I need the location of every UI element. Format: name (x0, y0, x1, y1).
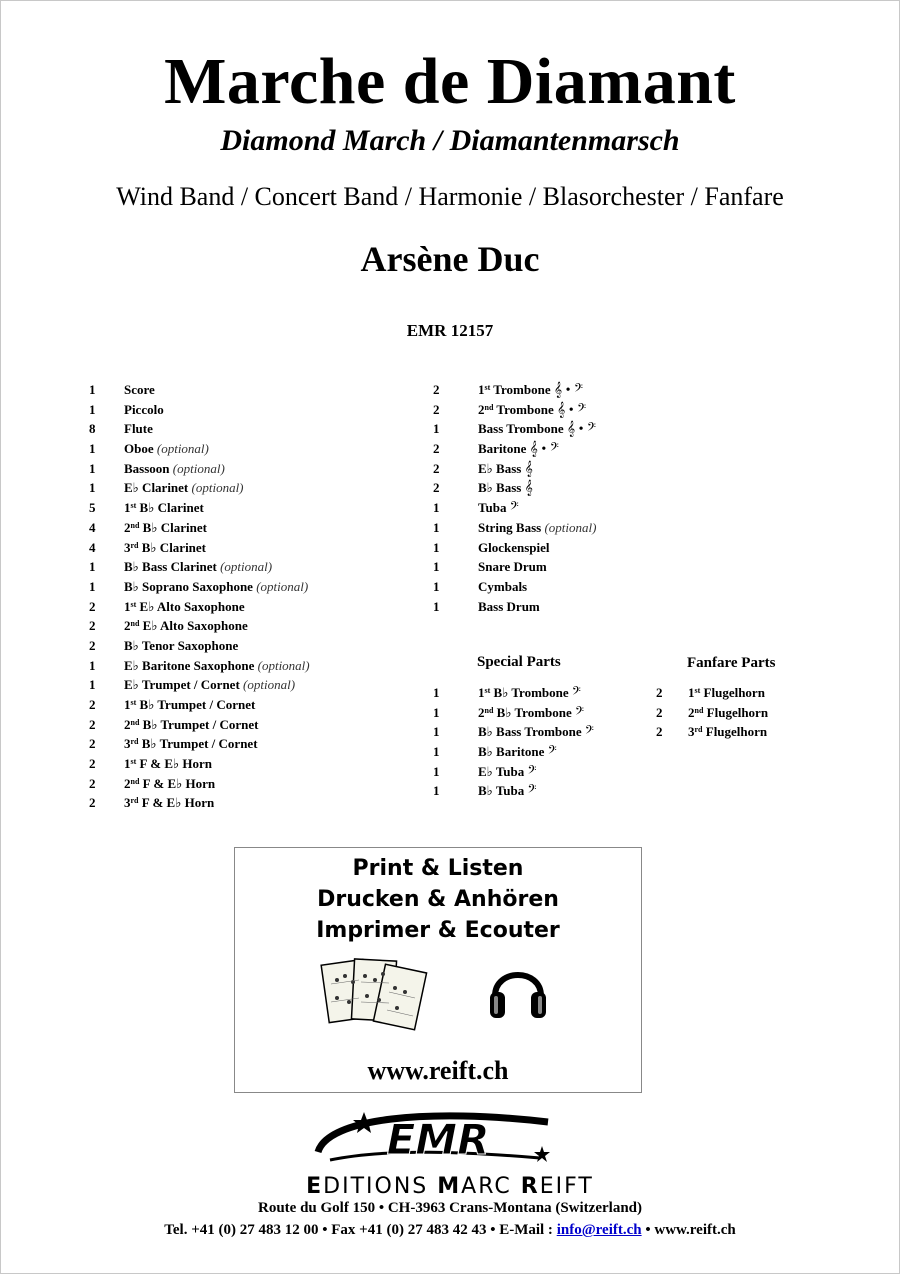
part-name: B♭ Bass 𝄞 (478, 480, 533, 497)
part-row (433, 703, 653, 723)
part-row (433, 498, 653, 518)
part-row (433, 762, 653, 782)
part-name: E♭ Bass 𝄞 (478, 460, 533, 477)
part-name: 1st E♭ Alto Saxophone (124, 598, 245, 614)
part-name: 2nd B♭ Trumpet / Cornet (124, 716, 259, 732)
part-row (433, 557, 653, 577)
part-name: 2nd B♭ Clarinet (124, 519, 207, 535)
part-row (433, 538, 653, 558)
part-quantity: 2 (433, 382, 440, 397)
part-row (89, 656, 389, 676)
part-row (89, 419, 389, 439)
part-row (433, 400, 653, 420)
headphones-icon (487, 958, 549, 1024)
part-row (89, 675, 389, 695)
part-row (89, 439, 389, 459)
composer: Arsène Duc (360, 239, 540, 279)
part-quantity: 1 (89, 657, 96, 673)
part-quantity: 1 (89, 480, 96, 496)
part-name: B♭ Baritone 𝄢 (478, 744, 557, 761)
part-quantity: 2 (89, 598, 96, 614)
part-row (433, 459, 653, 479)
part-row (433, 742, 653, 762)
part-name: 1st F & E♭ Horn (124, 756, 212, 772)
part-name: Bass Drum (478, 598, 540, 614)
promo-line-french: Imprimer & Ecouter (316, 918, 560, 943)
part-name: 1st B♭ Trumpet / Cornet (124, 697, 256, 712)
part-row (433, 683, 653, 703)
part-row (433, 577, 653, 597)
part-quantity: 1 (433, 685, 440, 700)
sheet-music-icon (319, 956, 431, 1038)
publisher-contact: Tel. +41 (0) 27 483 12 00 • Fax +41 (0) 27 483 42 43 • E-Mail : info@reift.ch • www.reift.ch (164, 1222, 736, 1238)
part-name: 1st Flugelhorn (688, 685, 765, 700)
fanfare-parts-list (656, 683, 816, 742)
part-quantity: 1 (89, 441, 96, 457)
part-name: B♭ Bass Trombone 𝄢 (478, 724, 594, 741)
part-name: Flute (124, 421, 153, 437)
part-row (89, 695, 389, 715)
email-link[interactable]: info@reift.ch (556, 1222, 642, 1238)
part-row (89, 538, 389, 558)
publisher-address: Route du Golf 150 • CH-3963 Crans-Montana (Switzerland) (258, 1200, 642, 1216)
promo-line-german: Drucken & Anhören (317, 887, 559, 912)
part-row (89, 715, 389, 735)
part-quantity: 4 (89, 519, 96, 535)
part-name: 3rd B♭ Clarinet (124, 539, 207, 555)
part-name: 2nd B♭ Trombone 𝄢 (478, 704, 585, 721)
part-name: E♭ Clarinet (optional) (124, 480, 244, 496)
part-quantity: 1 (433, 559, 440, 575)
part-quantity: 8 (89, 421, 96, 437)
logo-text: EMR (386, 1115, 490, 1164)
part-quantity: 1 (89, 578, 96, 594)
part-name: 1st Trombone 𝄞 • 𝄢 (478, 382, 584, 398)
part-name: Bassoon (optional) (124, 460, 225, 476)
fanfare-parts-heading: Fanfare Parts (687, 655, 776, 671)
part-quantity: 2 (433, 401, 440, 417)
catalog-code: EMR 12157 (406, 321, 494, 340)
part-row (656, 683, 816, 703)
part-quantity: 2 (89, 716, 96, 732)
part-name: 1st B♭ Trombone 𝄢 (478, 685, 581, 701)
part-quantity: 1 (89, 460, 96, 476)
part-name: E♭ Baritone Saxophone (optional) (124, 657, 310, 673)
part-quantity: 1 (89, 559, 96, 575)
part-quantity: 2 (89, 637, 96, 653)
part-row (433, 518, 653, 538)
part-row (89, 400, 389, 420)
part-row (433, 478, 653, 498)
part-quantity: 4 (89, 539, 96, 555)
part-name: 3rd B♭ Trumpet / Cornet (124, 736, 258, 752)
part-quantity: 1 (433, 519, 440, 535)
part-quantity: 1 (89, 401, 96, 417)
part-name: 2nd E♭ Alto Saxophone (124, 618, 248, 634)
page-title: Marche de Diamant (164, 45, 736, 118)
star-icon (534, 1146, 550, 1162)
part-name: Tuba 𝄢 (478, 500, 519, 517)
part-name: E♭ Tuba 𝄢 (478, 763, 537, 780)
part-row (433, 419, 653, 439)
part-name: Piccolo (124, 401, 164, 417)
part-name: Oboe (optional) (124, 441, 209, 457)
part-quantity: 2 (656, 685, 663, 700)
part-name: E♭ Trumpet / Cornet (optional) (124, 677, 296, 693)
part-row (89, 636, 389, 656)
part-row (89, 774, 389, 794)
part-quantity: 1 (433, 500, 440, 516)
part-quantity: 1 (433, 539, 440, 555)
part-quantity: 1 (433, 763, 440, 779)
print-listen-box[interactable] (234, 847, 642, 1093)
part-name: Snare Drum (478, 559, 547, 575)
part-quantity: 1 (433, 598, 440, 614)
part-quantity: 1 (433, 578, 440, 594)
part-quantity: 2 (433, 441, 440, 457)
part-name: B♭ Tuba 𝄢 (478, 783, 537, 800)
part-name: Score (124, 382, 155, 397)
part-quantity: 1 (433, 704, 440, 720)
part-row (89, 518, 389, 538)
part-row (89, 597, 389, 617)
part-row (89, 557, 389, 577)
part-name: B♭ Soprano Saxophone (optional) (124, 578, 309, 594)
part-quantity: 2 (89, 756, 96, 772)
part-name: B♭ Tenor Saxophone (124, 637, 239, 653)
part-quantity: 1 (89, 382, 96, 397)
part-quantity: 5 (89, 500, 96, 516)
part-quantity: 1 (433, 724, 440, 740)
part-quantity: 2 (656, 724, 663, 740)
emr-logo (308, 1108, 568, 1172)
part-name: Glockenspiel (478, 539, 550, 555)
part-quantity: 1 (89, 677, 96, 693)
part-quantity: 2 (89, 697, 96, 712)
part-row (89, 498, 389, 518)
part-quantity: 2 (89, 618, 96, 634)
parts-list-middle (433, 380, 653, 616)
part-name: Baritone 𝄞 • 𝄢 (478, 441, 559, 458)
part-row (89, 616, 389, 636)
ensemble-line: Wind Band / Concert Band / Harmonie / Blasorchester / Fanfare (116, 182, 784, 211)
part-name: 2nd Trombone 𝄞 • 𝄢 (478, 401, 587, 418)
part-name: B♭ Bass Clarinet (optional) (124, 559, 273, 575)
part-quantity: 2 (89, 775, 96, 791)
part-name: 3rd Flugelhorn (688, 724, 768, 740)
part-row (89, 478, 389, 498)
part-row (433, 597, 653, 617)
promo-line-english: Print & Listen (352, 856, 524, 881)
part-quantity: 1 (433, 783, 440, 799)
parts-list-left (89, 380, 389, 813)
part-name: Bass Trombone 𝄞 • 𝄢 (478, 421, 597, 438)
part-name: String Bass (optional) (478, 519, 597, 535)
part-row (89, 793, 389, 813)
part-quantity: 2 (89, 795, 96, 811)
part-name: 2nd F & E♭ Horn (124, 775, 216, 791)
special-parts-heading: Special Parts (477, 654, 561, 670)
promo-url[interactable]: www.reift.ch (367, 1056, 509, 1085)
part-quantity: 2 (433, 480, 440, 496)
part-row (89, 459, 389, 479)
part-name: Cymbals (478, 578, 528, 594)
part-quantity: 2 (656, 704, 663, 720)
part-quantity: 1 (433, 744, 440, 760)
part-row (433, 380, 653, 400)
part-row (89, 734, 389, 754)
part-quantity: 2 (89, 736, 96, 752)
part-row (656, 703, 816, 723)
part-quantity: 1 (433, 421, 440, 437)
star-icon (353, 1112, 375, 1133)
special-parts-list (433, 683, 653, 801)
subtitle: Diamond March / Diamantenmarsch (220, 124, 680, 157)
part-row (89, 754, 389, 774)
part-row (433, 722, 653, 742)
part-name: 2nd Flugelhorn (688, 704, 769, 720)
part-name: 1st B♭ Clarinet (124, 500, 204, 516)
publisher-name: EDITIONS MARC REIFT (306, 1174, 594, 1199)
part-row (433, 781, 653, 801)
part-name: 3rd F & E♭ Horn (124, 795, 215, 811)
part-row (89, 380, 389, 400)
part-row (89, 577, 389, 597)
part-quantity: 2 (433, 460, 440, 476)
part-row (433, 439, 653, 459)
part-row (656, 722, 816, 742)
